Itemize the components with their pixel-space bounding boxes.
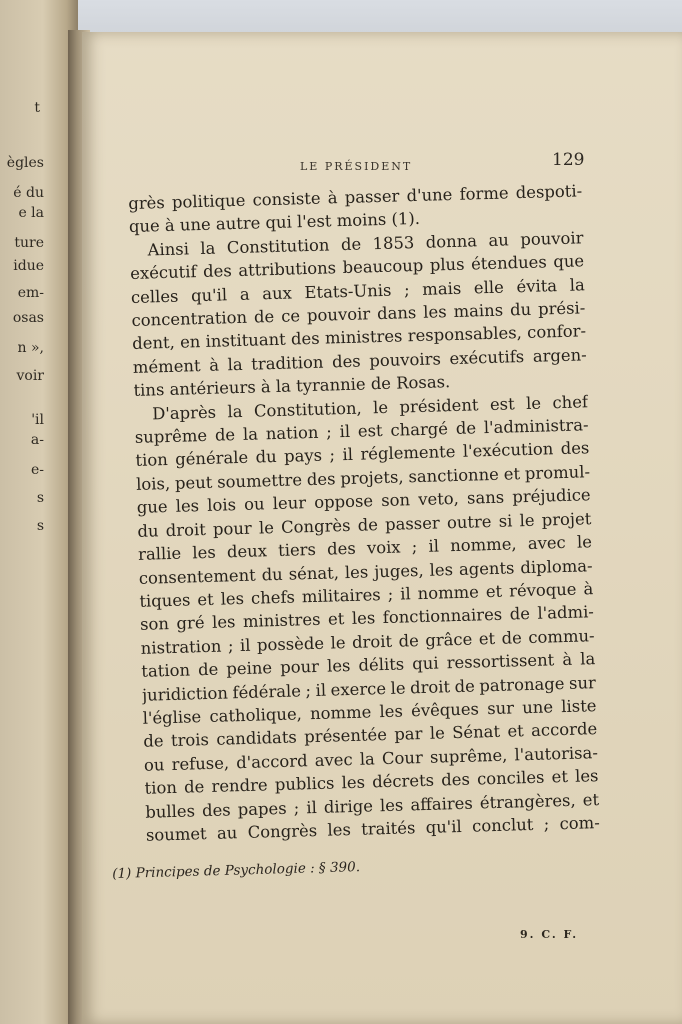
left-page-fragment: t — [34, 100, 40, 116]
left-page-fragment: idue — [13, 258, 44, 274]
left-page-fragment: ègles — [6, 155, 44, 171]
left-page-fragment: e- — [30, 462, 44, 478]
text-line: nistration ; il possède le droit de grâce et de commu- — [140, 625, 595, 658]
text-line: mément à la tradition des pouvoirs exécutifs argen- — [132, 345, 587, 377]
text-line: tiques et les chefs militaires ; il nomme et révoque à — [139, 579, 594, 611]
text-line: concentration de ce pouvoir dans les mains du prési- — [131, 298, 586, 330]
left-page-fragment: a- — [30, 432, 44, 448]
left-page-fragment: s — [36, 518, 44, 534]
left-page — [0, 0, 78, 1024]
text-line: de trois candidats présentée par le Sénat et accorde — [143, 719, 598, 752]
text-line: tation de peine pour les délits qui ressortissent à la — [141, 649, 596, 681]
text-line: grès politique consiste à passer d'une forme despoti- — [128, 181, 583, 213]
text-line: que à une autre qui l'est moins (1). — [128, 209, 421, 237]
signature-mark: 9. C. F. — [520, 928, 579, 941]
text-line: Ainsi la Constitution de 1853 donna au pouvoir — [147, 228, 584, 260]
text-line: l'église catholique, nomme les évêques sur une liste — [142, 696, 597, 728]
text-line: gue les lois ou leur oppose son veto, sans préjudice — [136, 485, 591, 518]
page-number: 129 — [552, 150, 585, 170]
text-line: soumet au Congrès les traités qu'il conclut ; com- — [145, 813, 600, 845]
text-line: son gré les ministres et les fonctionnaires de l'admi- — [139, 602, 595, 635]
left-page-fragment: é du — [13, 185, 44, 201]
text-line: consentement du sénat, les juges, les agents diploma- — [138, 555, 593, 588]
left-page-fragment: n », — [17, 340, 44, 356]
text-line: dent, en instituant des ministres responsables, confor- — [131, 321, 587, 354]
footnote: (1) Principes de Psychologie : § 390. — [112, 859, 361, 882]
text-line: ou refuse, d'accord avec la Cour suprême, l'autorisa- — [143, 742, 599, 775]
text-line: bulles des papes ; il dirige les affaires étrangères, et — [145, 789, 600, 822]
text-line: juridiction fédérale ; il exerce le droit de patronage sur — [141, 672, 597, 705]
body-text — [128, 179, 600, 847]
left-page-fragment: osas — [12, 310, 44, 326]
text-line: tion générale du pays ; il réglemente l'exécution des — [135, 438, 590, 471]
text-line: celles qu'il a aux Etats-Unis ; mais elle évita la — [130, 274, 585, 307]
text-line: du droit pour le Congrès de passer outre si le projet — [137, 508, 592, 541]
left-page-fragment: ture — [14, 235, 44, 251]
left-page-fragment: e la — [18, 205, 44, 221]
left-page-fragment: s — [36, 490, 44, 506]
left-page-fragment: voir — [16, 368, 44, 384]
left-page-fragment: 'il — [31, 412, 44, 428]
text-line: D'après la Constitution, le président est le chef — [151, 391, 589, 424]
text-line: rallie les deux tiers des voix ; il nomme, avec le — [137, 532, 593, 564]
text-line: suprême de la nation ; il est chargé de l'administra- — [134, 415, 589, 447]
text-line: lois, peut soumettre des projets, sanctionne et promul- — [135, 462, 591, 494]
text-line: exécutif des attributions beaucoup plus étendues que — [130, 251, 585, 284]
left-page-fragment: em- — [17, 285, 44, 301]
text-line: tins antérieurs à la tyrannie de Rosas. — [133, 372, 451, 401]
text-line: tion de rendre publics les décrets des conciles et les — [144, 766, 599, 798]
running-head: LE PRÉSIDENT — [300, 160, 413, 173]
